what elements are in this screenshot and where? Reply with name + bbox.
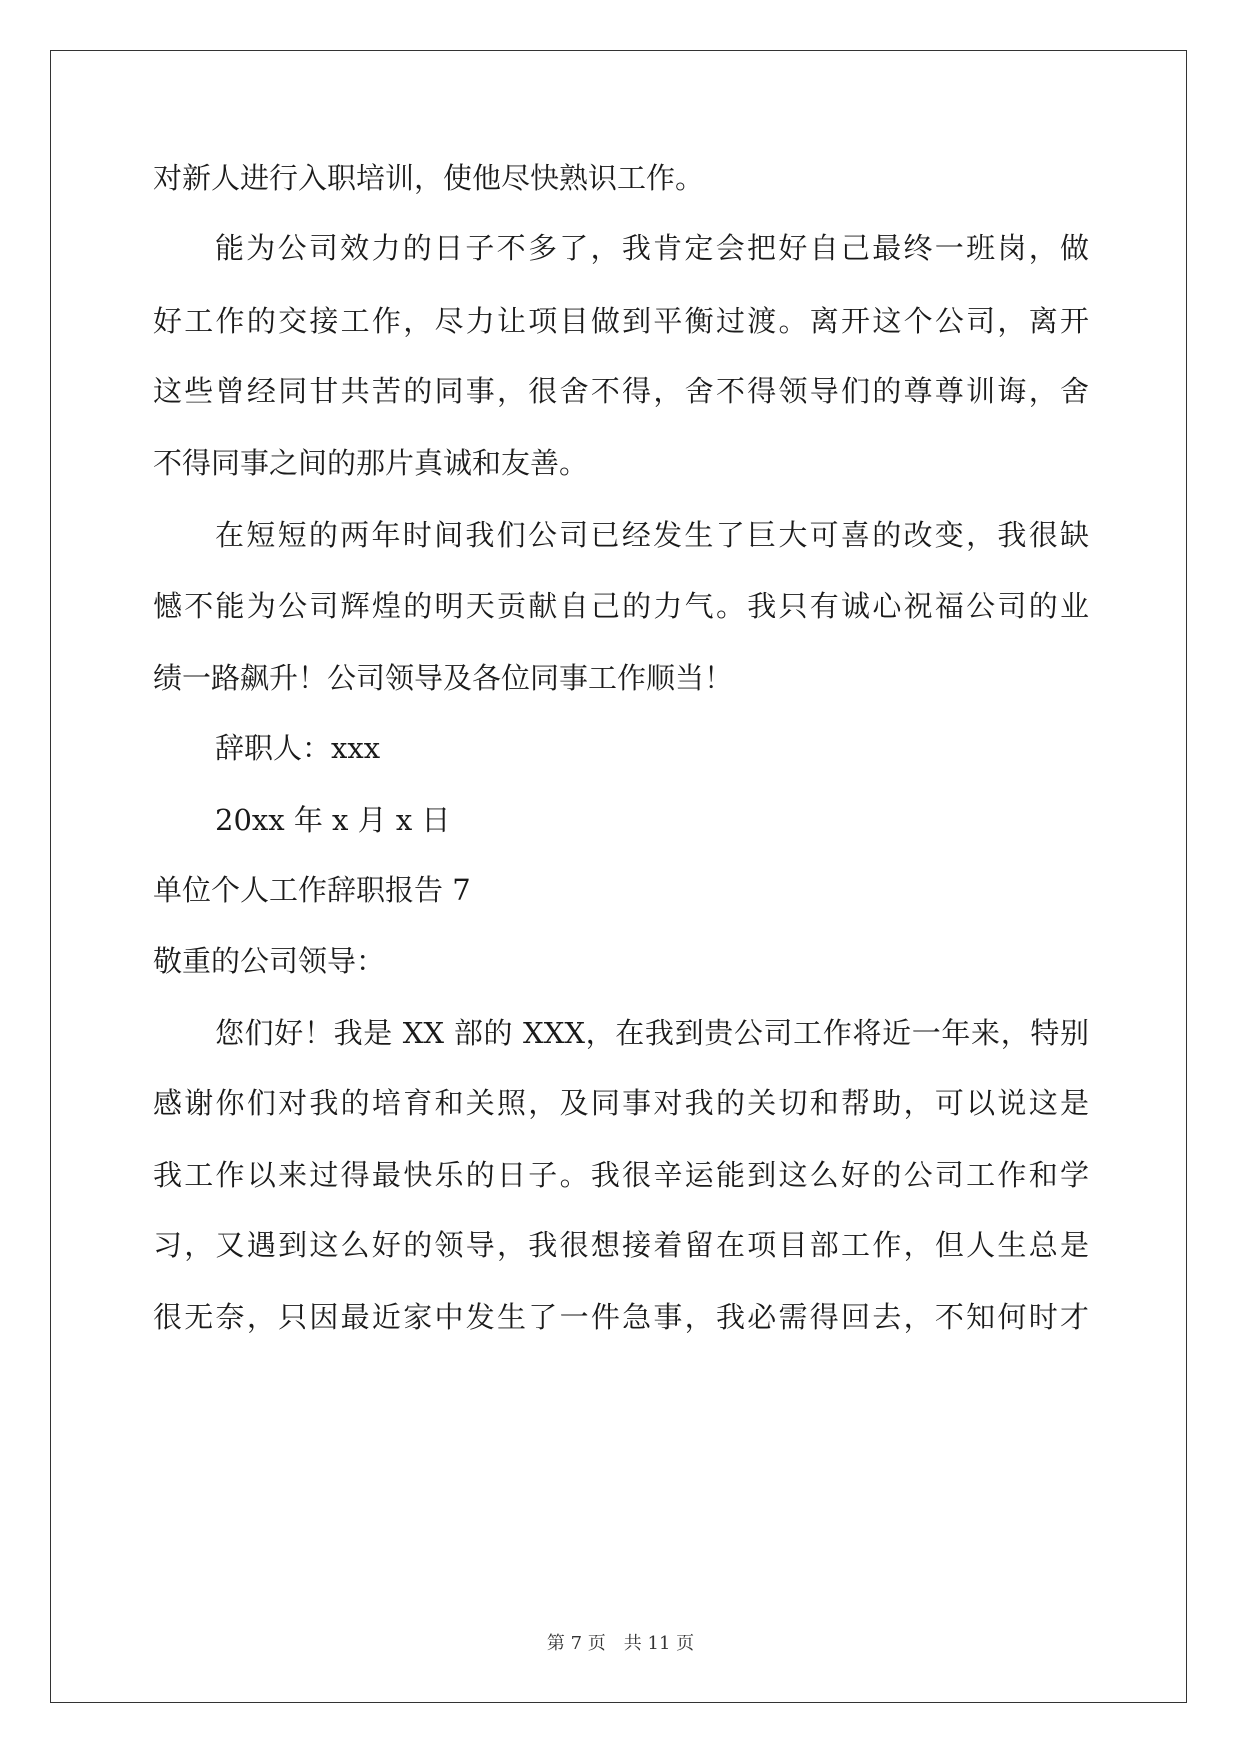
text-line: 感谢你们对我的培育和关照，及同事对我的关切和帮助，可以说这是 <box>153 1086 1089 1120</box>
text-line: 绩一路飙升！公司领导及各位同事工作顺当！ <box>153 661 734 695</box>
page-footer <box>0 1632 1241 1656</box>
text-line: 这些曾经同甘共苦的同事，很舍不得，舍不得领导们的尊尊训诲，舍 <box>153 374 1089 408</box>
signature-line: 辞职人：xxx <box>215 731 381 765</box>
paragraph-start-line: 在短短的两年时间我们公司已经发生了巨大可喜的改变，我很缺 <box>215 518 1089 552</box>
section-title: 单位个人工作辞职报告 7 <box>153 873 471 907</box>
paragraph-start-line: 能为公司效力的日子不多了，我肯定会把好自己最终一班岗，做 <box>215 231 1089 265</box>
text-line: 憾不能为公司辉煌的明天贡献自己的力气。我只有诚心祝福公司的业 <box>153 589 1089 623</box>
text-line: 习，又遇到这么好的领导，我很想接着留在项目部工作，但人生总是 <box>153 1228 1089 1262</box>
total-pages: 共 11 页 <box>623 1633 695 1654</box>
current-page-number: 第 7 页 <box>546 1633 606 1654</box>
salutation: 敬重的公司领导： <box>153 944 386 978</box>
text-line: 好工作的交接工作，尽力让项目做到平衡过渡。离开这个公司，离开 <box>153 304 1089 338</box>
text-line: 不得同事之间的那片真诚和友善。 <box>153 446 589 480</box>
text-line: 对新人进行入职培训，使他尽快熟识工作。 <box>153 161 705 195</box>
date-line: 20xx 年 x 月 x 日 <box>215 803 451 837</box>
text-line: 很无奈，只因最近家中发生了一件急事，我必需得回去，不知何时才 <box>153 1300 1089 1334</box>
paragraph-start-line: 您们好！我是 XX 部的 XXX，在我到贵公司工作将近一年来，特别 <box>215 1016 1089 1050</box>
text-line: 我工作以来过得最快乐的日子。我很辛运能到这么好的公司工作和学 <box>153 1158 1089 1192</box>
